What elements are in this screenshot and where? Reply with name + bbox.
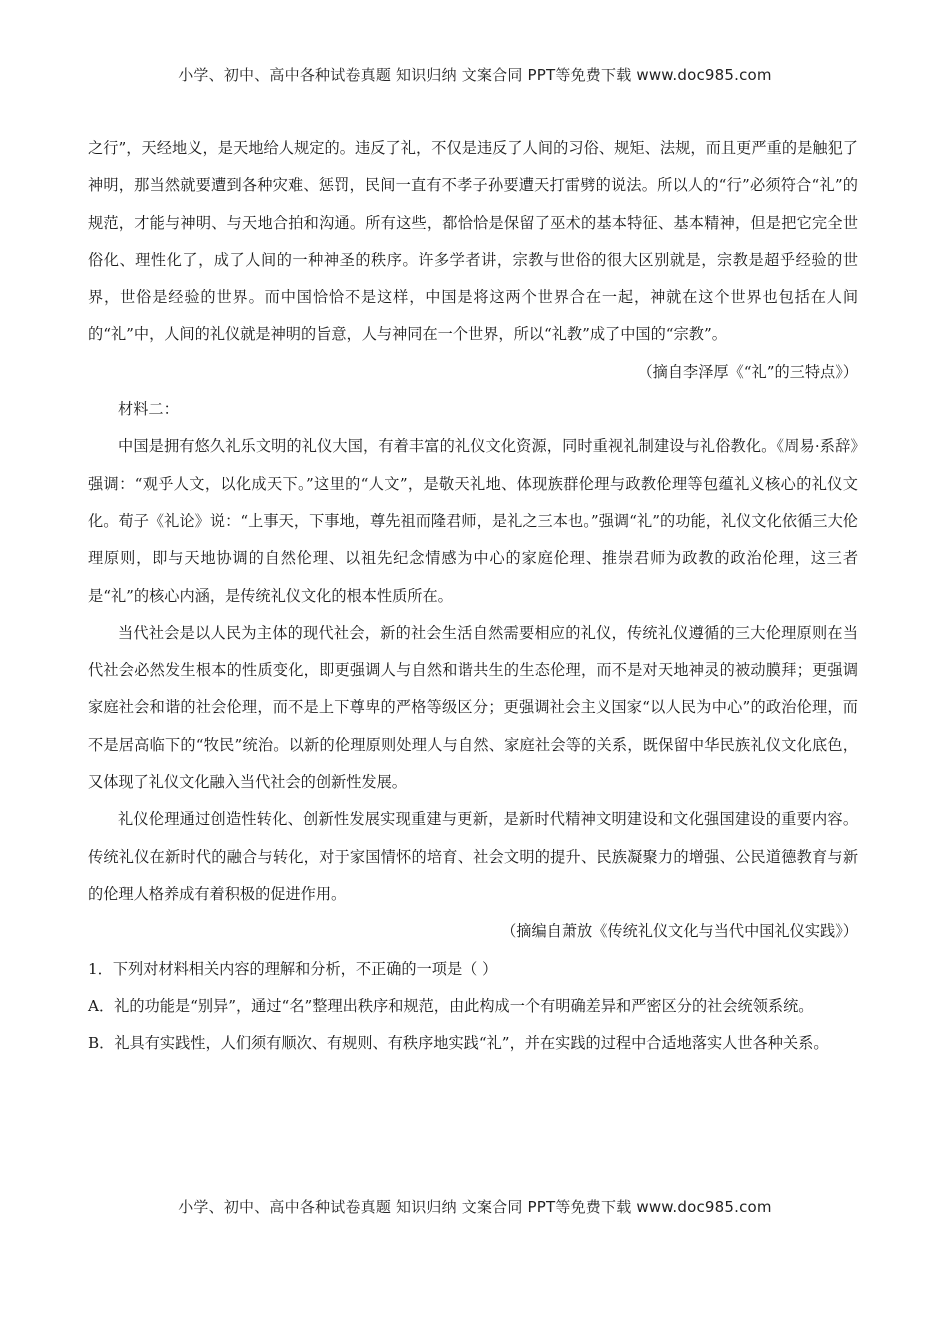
material2-paragraph-3: 礼仪伦理通过创造性转化、创新性发展实现重建与更新，是新时代精神文明建设和文化强国建设的重要内容。传统礼仪在新时代的融合与转化，对于家国情怀的培育、社会文明的提升、民族凝聚力的增强、公民道德教育与新的伦理人格养成有着积极的促进作用。 (88, 810, 858, 903)
page-footer: 小学、初中、高中各种试卷真题 知识归纳 文案合同 PPT等免费下载 www.doc985.com (178, 1198, 772, 1216)
material2-source: （摘编自萧放《传统礼仪文化与当代中国礼仪实践》） (501, 922, 858, 941)
material2-paragraph-2: 当代社会是以人民为主体的现代社会，新的社会生活自然需要相应的礼仪，传统礼仪遵循的三大伦理原则在当代社会必然发生根本的性质变化，即更强调人与自然和谐共生的生态伦理，而不是对天地神灵的被动膜拜；更强调家庭社会和谐的社会伦理，而不是上下尊卑的严格等级区分；更强调社会主义国家“以人民为中心”的政治伦理，而不是居高临下的“牧民”统治。以新的伦理原则处理人与自然、家庭社会等的关系，既保留中华民族礼仪文化底色，又体现了礼仪文化融入当代社会的创新性发展。 (88, 623, 858, 792)
material2-heading: 材料二： (118, 400, 179, 419)
material1-source: （摘自李泽厚《“礼”的三特点》） (637, 362, 858, 381)
material1-paragraph: 之行”，天经地义，是天地给人规定的。违反了礼，不仅是违反了人间的习俗、规矩、法规，而且更严重的是触犯了神明，那当然就要遭到各种灾难、惩罚，民间一直有不孝子孙要遭天打雷劈的说法。所以人的“行”必须符合“礼”的规范，才能与神明、与天地合拍和沟通。所有这些，都恰恰是保留了巫术的基本特征、基本精神，但是把它完全世俗化、理性化了，成了人间的一种神圣的秩序。许多学者讲，宗教与世俗的很大区别就是，宗教是超乎经验的世界，世俗是经验的世界。而中国恰恰不是这样，中国是将这两个世界合在一起，神就在这个世界也包括在人间的“礼”中，人间的礼仪就是神明的旨意，人与神同在一个世界，所以“礼教”成了中国的“宗教”。 (88, 139, 858, 344)
question-1-option-a: A．礼的功能是“别异”，通过“名”整理出秩序和规范，由此构成一个有明确差异和严密区分的社会统领系统。 (88, 996, 814, 1015)
question-1-stem: 1．下列对材料相关内容的理解和分析，不正确的一项是（ ） (88, 959, 498, 978)
page-header: 小学、初中、高中各种试卷真题 知识归纳 文案合同 PPT等免费下载 www.doc985.com (178, 66, 772, 84)
document-body (88, 130, 858, 1062)
question-1-option-b: B．礼具有实践性，人们须有顺次、有规则、有秩序地实践“礼”，并在实践的过程中合适地落实人世各种关系。 (88, 1034, 829, 1053)
material2-paragraph-1: 中国是拥有悠久礼乐文明的礼仪大国，有着丰富的礼仪文化资源，同时重视礼制建设与礼俗教化。《周易·系辞》强调：“观乎人文，以化成天下。”这里的“人文”，是敬天礼地、体现族群伦理与政教伦理等包蕴礼义核心的礼仪文化。荀子《礼论》说：“上事天，下事地，尊先祖而隆君师，是礼之三本也。”强调“礼”的功能，礼仪文化依循三大伦理原则，即与天地协调的自然伦理、以祖先纪念情感为中心的家庭伦理、推崇君师为政教的政治伦理，这三者是“礼”的核心内涵，是传统礼仪文化的根本性质所在。 (88, 437, 858, 605)
